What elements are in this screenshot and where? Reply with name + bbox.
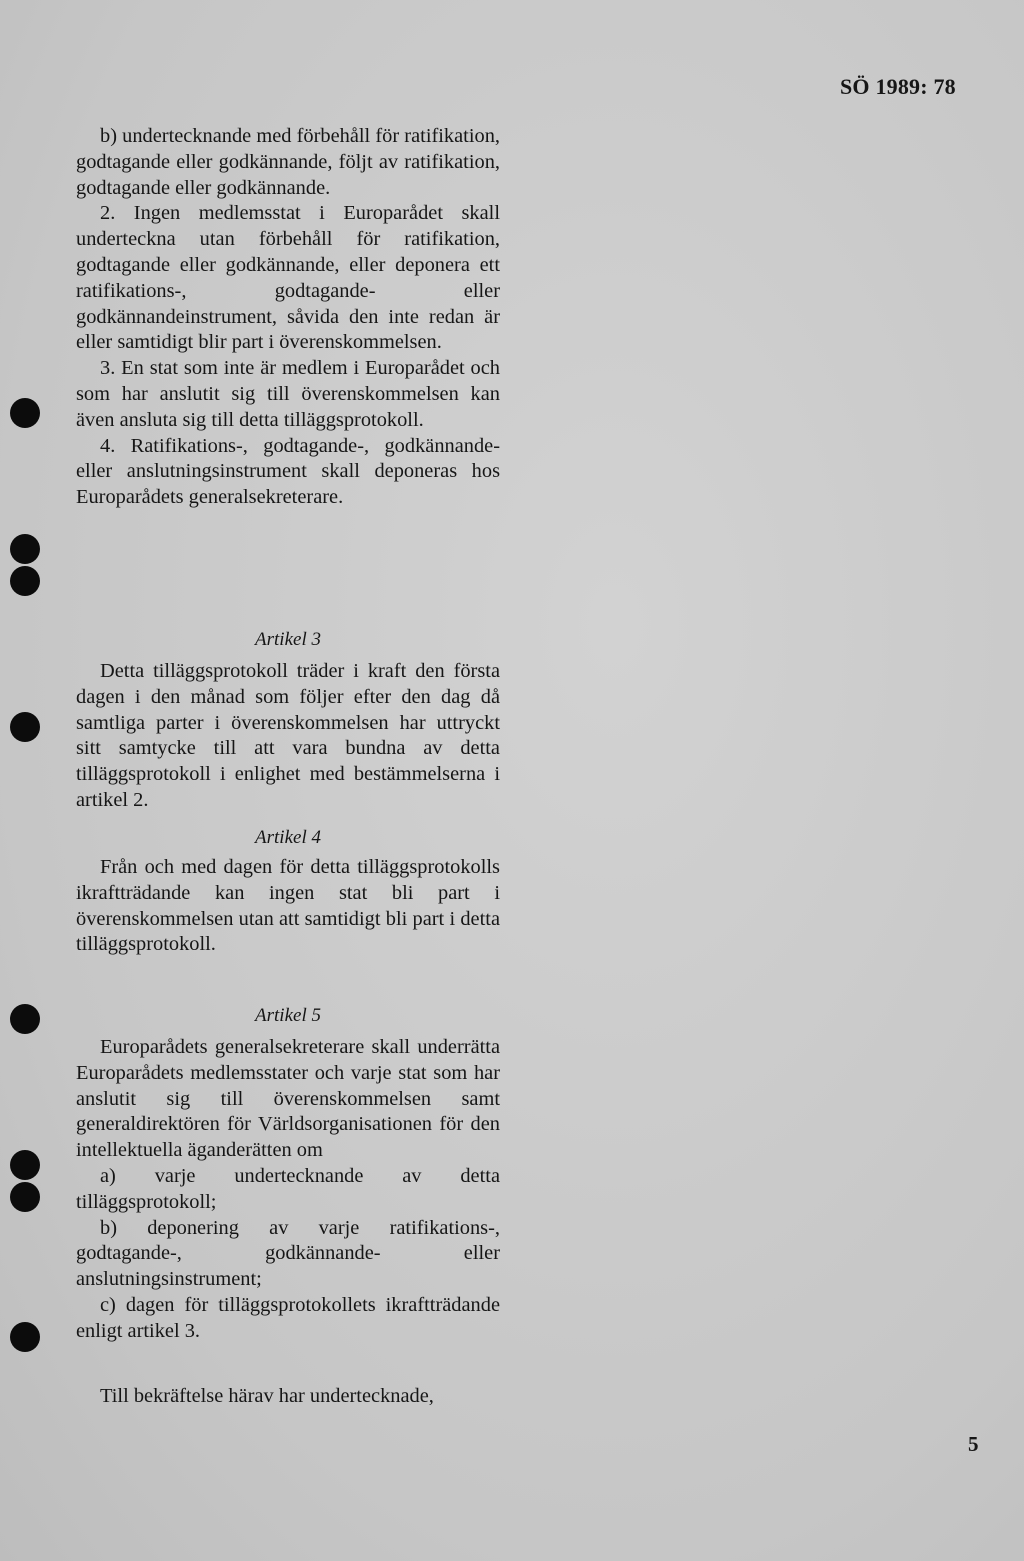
artikel-5-item-c: c) dagen för tilläggsprotokollets ikraftträdande enligt artikel 3.: [76, 1293, 500, 1342]
artikel-5-item-a: a) varje undertecknande av detta tilläggsprotokoll;: [76, 1164, 500, 1213]
document-reference: SÖ 1989: 78: [840, 74, 956, 99]
text-block-article-2: [76, 124, 500, 511]
punch-hole: [10, 1322, 40, 1352]
artikel-5-text: Europarådets generalsekreterare skall underrätta Europarådets medlemsstater och varje stat som har anslutit sig till överenskommelsen samt generaldirektören för Världsorganisationen för den intellektuella äganderätten om: [76, 1036, 500, 1162]
artikel-5-item-b: b) deponering av varje ratifikations-, godtagande-, godkännande- eller anslutningsinstrument;: [76, 1216, 500, 1291]
punch-hole: [10, 712, 40, 742]
paragraph-4: 4. Ratifikations-, godtagande-, godkännande- eller anslutningsinstrument skall deponeras hos Europarådets generalsekreterare.: [76, 434, 500, 509]
artikel-5-heading: Artikel 5: [255, 1005, 321, 1026]
artikel-4-text: Från och med dagen för detta tilläggsprotokolls ikraftträdande kan ingen stat bli part i överenskommelsen utan att samtidigt bli part i detta tilläggsprotokoll.: [76, 856, 500, 956]
paragraph-b: b) undertecknande med förbehåll för ratifikation, godtagande eller godkännande, följt av ratifikation, godtagande eller godkännande.: [76, 125, 500, 199]
closing-text: Till bekräftelse härav har undertecknade,: [100, 1385, 434, 1407]
artikel-4-heading: Artikel 4: [255, 827, 321, 848]
punch-hole: [10, 534, 40, 564]
section-artikel-4: [76, 825, 500, 958]
paragraph-2: 2. Ingen medlemsstat i Europarådet skall underteckna utan förbehåll för ratifikation, godtagande eller godkännande, eller deponera ett ratifikations-, godtagande- eller godkännandeinstrument, såvida den inte redan är eller samtidigt blir part i överenskommelsen.: [76, 202, 500, 354]
artikel-3-heading: Artikel 3: [255, 629, 321, 650]
artikel-3-text: Detta tilläggsprotokoll träder i kraft den första dagen i den månad som följer efter den dag då samtliga parter i överenskommelsen har uttryckt sitt samtycke till att vara bundna av detta tilläggsprotokoll i enlighet med bestämmelserna i artikel 2.: [76, 660, 500, 811]
punch-hole: [10, 566, 40, 596]
closing-line: [76, 1384, 500, 1410]
punch-hole: [10, 398, 40, 428]
punch-hole: [10, 1150, 40, 1180]
section-artikel-3: [76, 627, 500, 814]
paragraph-3: 3. En stat som inte är medlem i Europarådet och som har anslutit sig till överenskommelsen kan även ansluta sig till detta tilläggsprotokoll.: [76, 357, 500, 431]
punch-hole: [10, 1004, 40, 1034]
punch-hole: [10, 1182, 40, 1212]
section-artikel-5: [76, 1003, 500, 1345]
page-number: 5: [968, 1432, 979, 1456]
